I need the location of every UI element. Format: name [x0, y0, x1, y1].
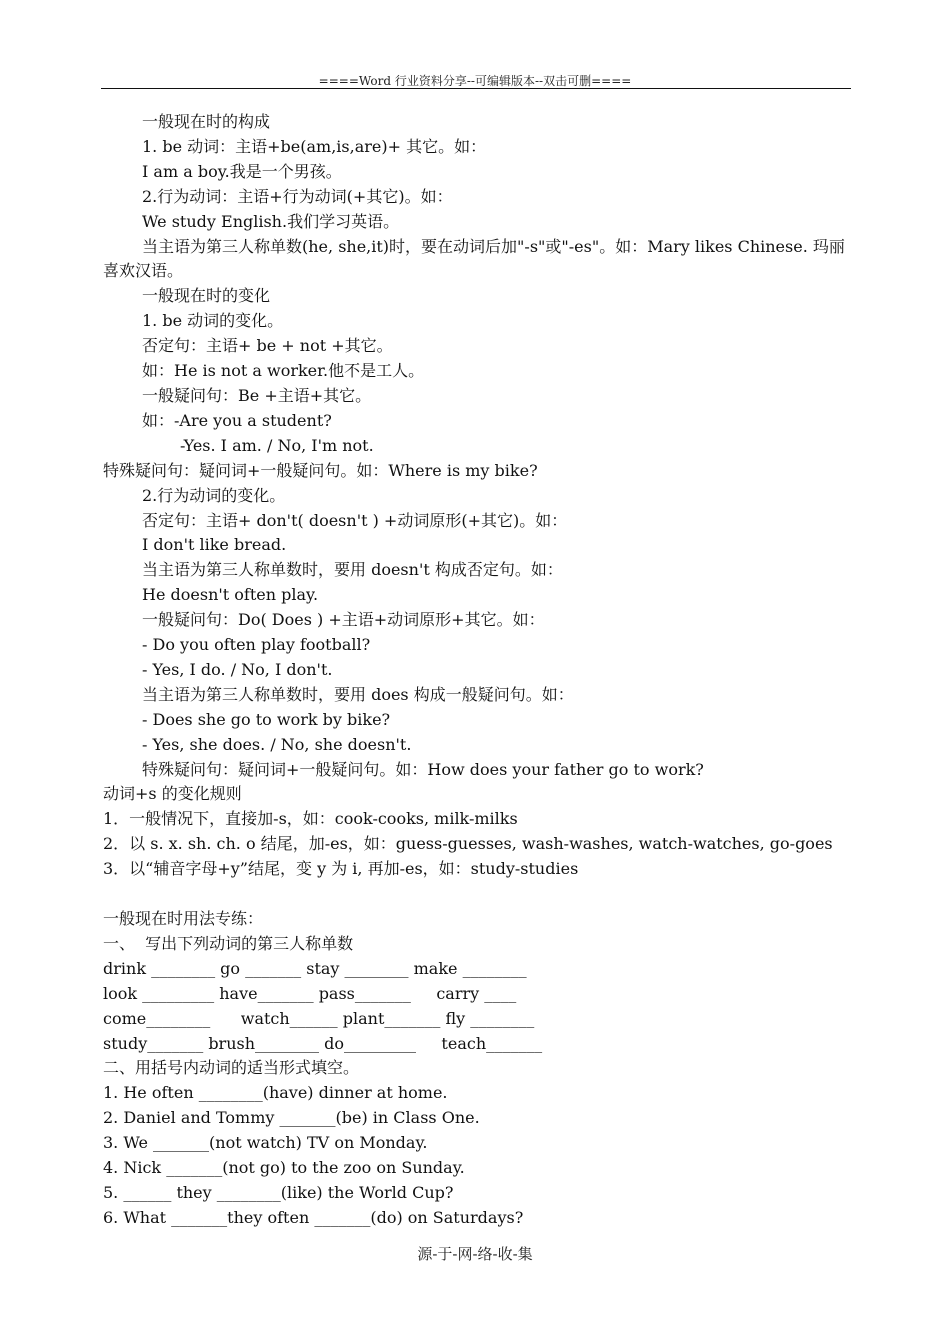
rule-item: 2．以 s. x. sh. ch. o 结尾，加-es，如：guess-guesses, wash-washes, watch-watches, go-goes	[103, 834, 833, 854]
exercise-row: come________ watch______ plant_______ fly ________	[103, 1008, 535, 1028]
example-line: - Do you often play football?	[142, 635, 371, 655]
rule-item: 3．以“辅音字母+y”结尾，变 y 为 i, 再加-es，如：study-studies	[103, 859, 579, 879]
exercise-row: drink ________ go _______ stay ________ make ________	[103, 958, 527, 978]
example-line: 如：-Are you a student?	[142, 410, 332, 430]
text-line: 一般疑问句：Be +主语+其它。	[142, 385, 372, 405]
header-rule	[101, 88, 851, 89]
example-line: We study English.我们学习英语。	[142, 211, 400, 231]
text-line: 1. be 动词：主语+be(am,is,are)+ 其它。如：	[142, 136, 487, 156]
blank-line	[103, 882, 851, 907]
exercise-section-heading: 一、 写出下列动词的第三人称单数	[103, 933, 354, 953]
section-heading: 一般现在时的构成	[142, 112, 271, 131]
page-header: ====Word 行业资料分享--可编辑版本--双击可删====	[318, 74, 632, 88]
example-line: -Yes. I am. / No, I'm not.	[180, 435, 374, 455]
text-line: 否定句：主语+ don't( doesn't ) +动词原形(+其它)。如：	[142, 510, 568, 530]
text-line: 否定句：主语+ be + not +其它。	[142, 336, 393, 356]
rule-item: 1．一般情况下，直接加-s，如：cook-cooks, milk-milks	[103, 809, 518, 829]
exercise-item: 2. Daniel and Tommy _______(be) in Class One.	[103, 1108, 480, 1128]
exercise-item: 6. What _______they often _______(do) on Saturdays?	[103, 1207, 524, 1227]
exercise-row: study_______ brush________ do_________ teach_______	[103, 1033, 543, 1053]
exercise-item: 3. We _______(not watch) TV on Monday.	[103, 1133, 428, 1153]
exercise-item: 4. Nick _______(not go) to the zoo on Sunday.	[103, 1158, 465, 1178]
text-line: 特殊疑问句：疑问词+一般疑问句。如：Where is my bike?	[103, 460, 538, 480]
exercise-item: 1. He often ________(have) dinner at home.	[103, 1083, 448, 1103]
example-line: - Yes, I do. / No, I don't.	[142, 659, 333, 679]
section-heading: 动词+s 的变化规则	[103, 784, 242, 804]
example-line: I am a boy.我是一个男孩。	[142, 161, 342, 181]
text-paragraph: 当主语为第三人称单数(he, she,it)时，要在动词后加"-s"或"-es"。如：Mary likes Chinese. 玛丽喜欢汉语。	[103, 236, 845, 281]
example-line: - Does she go to work by bike?	[142, 709, 391, 729]
exercise-row: look _________ have_______ pass_______ carry ____	[103, 983, 517, 1003]
text-line: 2.行为动词的变化。	[142, 485, 286, 505]
example-line: He doesn't often play.	[142, 585, 319, 605]
exercise-item: 5. ______ they ________(like) the World Cup?	[103, 1182, 454, 1202]
exercise-title: 一般现在时用法专练：	[103, 908, 264, 928]
text-line: 1. be 动词的变化。	[142, 311, 284, 331]
example-line: I don't like bread.	[142, 535, 287, 555]
text-line: 特殊疑问句：疑问词+一般疑问句。如：How does your father go to work?	[142, 759, 704, 779]
page-footer: 源-于-网-络-收-集	[417, 1245, 533, 1263]
text-line: 当主语为第三人称单数时，要用 doesn't 构成否定句。如：	[142, 560, 563, 580]
text-line: 2.行为动词：主语+行为动词(+其它)。如：	[142, 186, 453, 206]
section-heading: 一般现在时的变化	[142, 286, 271, 306]
text-line: 一般疑问句：Do( Does ) +主语+动词原形+其它。如：	[142, 610, 545, 630]
document-body	[103, 110, 851, 1231]
exercise-section-heading: 二、用括号内动词的适当形式填空。	[103, 1058, 360, 1078]
example-line: - Yes, she does. / No, she doesn't.	[142, 734, 412, 754]
text-line: 当主语为第三人称单数时，要用 does 构成一般疑问句。如：	[142, 684, 574, 704]
example-line: 如：He is not a worker.他不是工人。	[142, 361, 425, 381]
